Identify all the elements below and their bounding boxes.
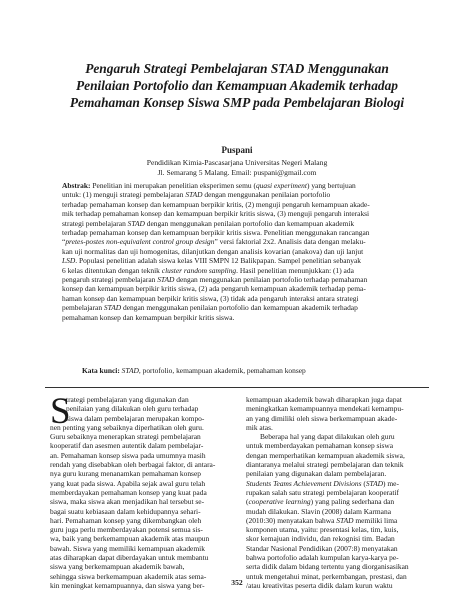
body-line: hari. Pemahaman konsep yang dikembangkan oleh bbox=[50, 515, 202, 525]
body-line: yang kuat pada siswa. Apabila sejak awal guru telah bbox=[50, 478, 206, 488]
page-number: 352 bbox=[231, 578, 243, 587]
abstract-line: terhadap pemahaman konsep dan kemampuan berpikir kritis, (2) menguji pengaruh kemampuan akade- bbox=[62, 199, 370, 209]
body-line: Standar Nasional Pendidikan (2007:8) menyatakan bbox=[246, 543, 398, 553]
body-line: bahwa portofolio adalah kumpulan karya-karya pe- bbox=[246, 553, 399, 563]
body-column-right bbox=[246, 395, 435, 590]
drop-cap: S bbox=[50, 391, 71, 432]
title-line: Pemahaman Konsep Siswa SMP pada Pembelajaran Biologi bbox=[69, 95, 405, 110]
abstract-line-text: Penelitian ini merupakan penelitian eksperimen semu (quasi experiment) yang bertujuan bbox=[92, 181, 356, 190]
body-line: Guru sebaiknya menerapkan strategi pembelajaran bbox=[50, 432, 201, 442]
body-line: siswa, maka siswa akan menjadikan hal tersebut se- bbox=[50, 497, 205, 507]
body-line: Students Teams Achievement Divisions (STAD) me- bbox=[246, 478, 399, 488]
body-line: bawah. Siswa yang memiliki kemampuan akademik bbox=[50, 543, 205, 553]
body-line: nya guru kurang menanamkan pemahaman konsep bbox=[50, 469, 201, 479]
body-line: (2010:30) menyatakan bahwa STAD memiliki lima bbox=[246, 515, 398, 525]
abstract-line: pembelajaran STAD dengan menggunakan penilaian portofolio dan kemampuan akademik terhadap bbox=[62, 303, 358, 313]
title-line: Penilaian Portofolio dan Kemampuan Akademik terhadap bbox=[75, 78, 399, 93]
keywords bbox=[82, 366, 428, 375]
title-line: Pengaruh Strategi Pembelajaran STAD Menggunakan bbox=[85, 61, 389, 76]
body-line: an. Pemahaman konsep siswa pada umumnya masih bbox=[50, 450, 206, 460]
body-line: atas diharapkan dapat diberdayakan untuk membantu bbox=[50, 553, 209, 563]
abstract-line: strategi pembelajaran STAD dengan menggunakan penilaian portofolio dan kemampuan akademik bbox=[62, 218, 355, 228]
body-line: /atau kreativitas peserta didik dalam kurun waktu bbox=[246, 580, 393, 590]
abstract-line: haman konsep dan kemampuan berpikir kritis siswa, (3) tidak ada pengaruh interaksi antara strategi bbox=[62, 293, 359, 303]
body-line: kooperatif dan asesmen autentik dalam pembelajar- bbox=[50, 441, 204, 451]
body-column-left bbox=[50, 391, 239, 590]
abstract-line: LSD. Populasi penelitian adalah siswa kelas VIII SMPN 12 Balikpapan. Sampel penelitian sebanyak bbox=[62, 256, 361, 266]
abstract bbox=[62, 181, 428, 322]
body-line: sehingga siswa berkemampuan akademik atas sema- bbox=[50, 571, 207, 581]
body-line: kemampuan akademik bawah diharapkan juga dapat bbox=[246, 395, 402, 404]
body-line: (cooperative learning) yang paling sederhana dan bbox=[246, 497, 395, 507]
author-name: Puspani bbox=[221, 145, 253, 155]
body-line: untuk memberdayakan pemahaman konsep siswa bbox=[246, 441, 394, 451]
body-line: bagai suatu kebiasaan dalam kehidupannya sehari- bbox=[50, 506, 201, 516]
body-line: rendah yang disebabkan oleh berbagai faktor, di antara- bbox=[50, 460, 216, 470]
body-line: mik atas. bbox=[246, 422, 273, 432]
body-line: diantaranya melalui strategi pembelajaran dan teknik bbox=[246, 460, 404, 470]
body-line: skor kemajuan individu, dan rekognisi tim. Badan bbox=[246, 534, 395, 544]
body-line: siswa dalam pembelajaran merupakan kompo- bbox=[66, 413, 205, 423]
body-line: trategi pembelajaran yang digunakan dan bbox=[66, 395, 189, 404]
body-line: rupakan salah satu strategi pembelajaran kooperatif bbox=[246, 487, 400, 497]
affiliation-line: Pendidikan Kimia-Pascasarjana Universitas Negeri Malang bbox=[146, 158, 328, 167]
article-title bbox=[62, 60, 412, 111]
abstract-line: kan uji normalitas dan uji homogenitas, dilanjutkan dengan analisis kovarian (anakova) dan uji lanjut bbox=[62, 246, 364, 256]
abstract-line: pengaruh strategi pembelajaran STAD dengan menggunakan penilaian portofolio terhadap pemahaman bbox=[62, 275, 368, 285]
body-line: an yang dimiliki oleh siswa berkemampuan akade- bbox=[246, 413, 398, 423]
section-divider bbox=[45, 387, 429, 388]
abstract-line: mik terhadap pemahaman konsep dan kemampuan berpikir kritis siswa, (3) menguji pengaruh interaksi bbox=[62, 209, 370, 219]
abstract-line: 6 kelas ditentukan dengan teknik cluster random sampling. Hasil penelitian menunjukkan: (1) ada bbox=[62, 265, 354, 275]
keywords-text: STAD, portofolio, kemampuan akademik, pemahaman konsep bbox=[121, 366, 306, 375]
body-line: mudah dilakukan. Slavin (2008) dalam Karmana bbox=[246, 506, 391, 516]
abstract-line: untuk: (1) menguji strategi pembelajaran STAD dengan menggunakan penilaian portofolio bbox=[62, 190, 331, 200]
abstract-line: konsep dan kemampuan berpikir kritis siswa, (2) ada pengaruh kemampuan akademik terhadap pema- bbox=[62, 284, 366, 294]
body-line: siswa yang berkemampuan akademik bawah, bbox=[50, 562, 185, 572]
body-line: serta didik dalam bidang tertentu yang diorganisasikan bbox=[246, 562, 409, 572]
body-line: penilaian yang digunakan dalam pembelajaran. bbox=[246, 469, 387, 479]
body-line: untuk mengetahui minat, perkembangan, prestasi, dan bbox=[246, 571, 407, 581]
body-line: guru juga perlu memberdayakan potensi semua sis- bbox=[50, 525, 203, 535]
affiliation-line: Jl. Semarang 5 Malang. Email: puspani@gmail.com bbox=[157, 168, 317, 177]
body-line: memberdayakan pemahaman konsep yang kuat pada bbox=[50, 487, 207, 497]
abstract-label: Abstrak: bbox=[62, 181, 91, 190]
body-line: nen penting yang sebaiknya diperhatikan oleh guru. bbox=[50, 422, 204, 432]
abstract-line: pemahaman konsep dan kemampuan berpikir kritis siswa. bbox=[62, 312, 235, 322]
body-line: Beberapa hal yang dapat dilakukan oleh guru bbox=[260, 432, 395, 442]
keywords-label: Kata kunci: bbox=[82, 366, 120, 375]
abstract-line: terhadap pemahaman konsep dan kemampuan berpikir kritis siswa. Penelitian menggunakan rancangan bbox=[62, 228, 370, 238]
body-line: penilaian yang dilakukan oleh guru terhadap bbox=[66, 404, 199, 414]
abstract-line: “pretes-postes non-equivalent control group design” versi faktorial 2x2. Analisis data dengan melaku- bbox=[62, 237, 366, 247]
author-affiliation bbox=[0, 158, 474, 178]
body-line: dengan memperhatikan kemampuan akademik siswa, bbox=[246, 450, 405, 460]
body-line: kin meningkat kemampuannya, dan siswa yang ber- bbox=[50, 580, 205, 590]
body-line: komponen utama, yaitu: presentasi kelas, tim, kuis, bbox=[246, 525, 399, 535]
body-line: wa, baik yang berkemampuan akademik atas maupun bbox=[50, 534, 210, 544]
abstract-line bbox=[62, 181, 428, 190]
body-line: meningkatkan kemampuannya mendekati kemampu- bbox=[246, 404, 404, 414]
